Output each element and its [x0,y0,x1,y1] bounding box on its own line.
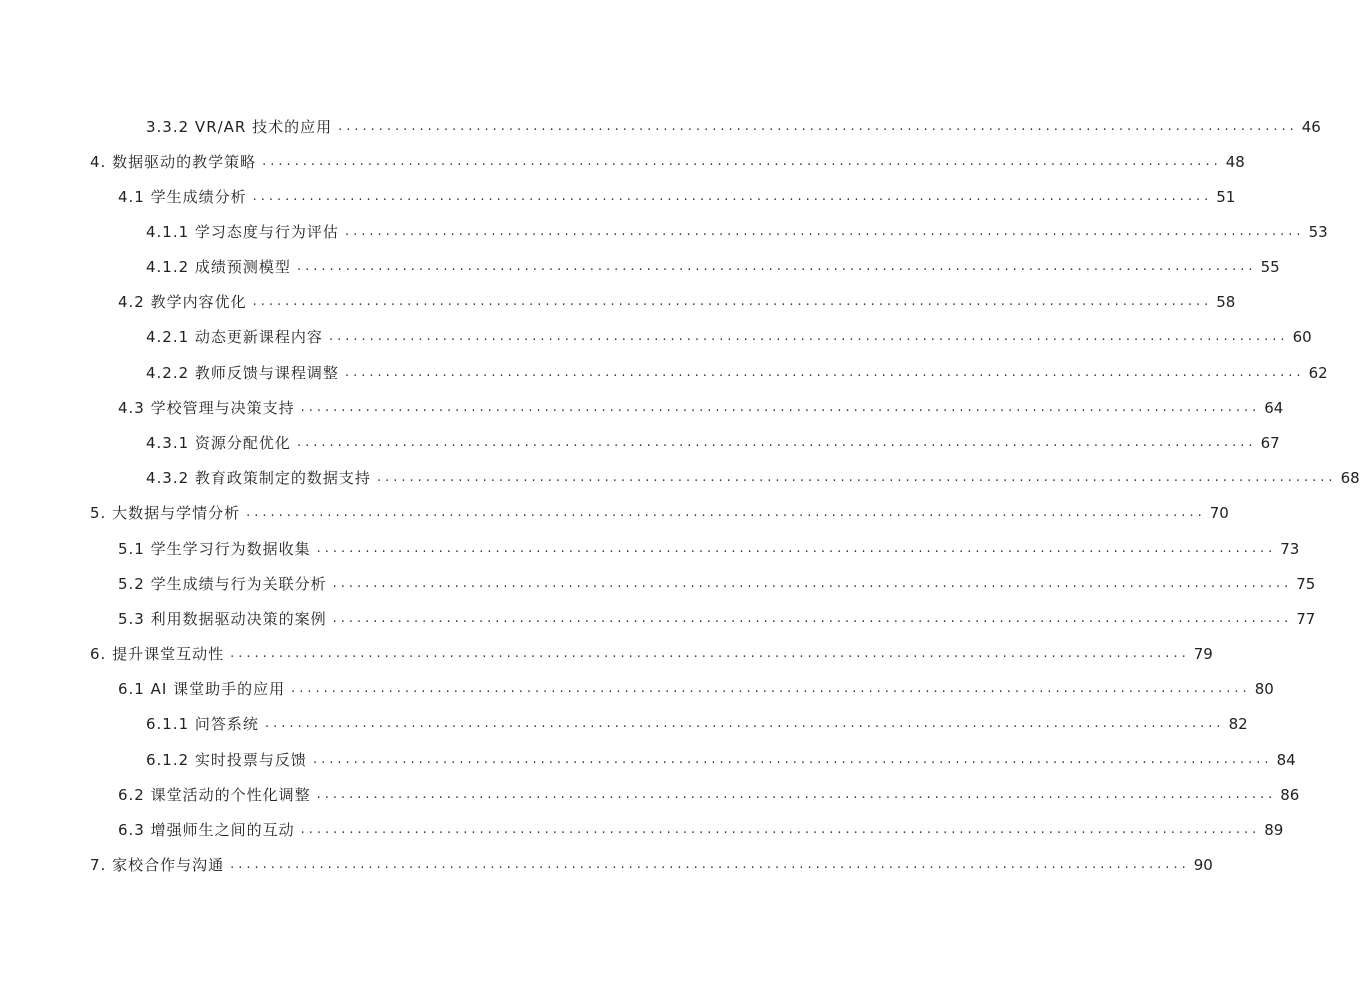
dot-leader: ...................................................................................................................... [338,119,1298,134]
toc-entry[interactable] [146,218,1328,242]
toc-entry-label: 4.1 学生成绩分析 [118,188,247,206]
toc-entry-label: 4.2.1 动态更新课程内容 [146,328,323,346]
toc-page-number: 46 [1301,118,1321,136]
toc-page-number: 79 [1193,645,1213,663]
dot-leader: ...................................................................................................................... [316,787,1277,802]
toc-entry-label: 5.1 学生学习行为数据收集 [118,540,311,558]
dot-leader: ...................................................................................................................... [246,505,1206,520]
toc-entry[interactable] [90,148,1245,172]
toc-page-number: 62 [1308,364,1328,382]
toc-page-number: 82 [1228,715,1248,733]
dot-leader: ...................................................................................................................... [344,224,1305,239]
dot-leader: ...................................................................................................................... [230,646,1190,661]
toc-page-number: 64 [1264,399,1284,417]
dot-leader: ...................................................................................................................... [316,541,1277,556]
dot-leader: ...................................................................................................................... [264,716,1225,731]
toc-entry[interactable] [90,499,1229,523]
toc-entry-label: 6.1 AI 课堂助手的应用 [118,680,286,698]
toc-page-number: 67 [1260,434,1280,452]
toc-entry-label: 5. 大数据与学情分析 [90,504,241,522]
dot-leader: ...................................................................................................................... [252,294,1213,309]
toc-entry[interactable] [118,570,1316,594]
toc-entry-label: 5.2 学生成绩与行为关联分析 [118,575,327,593]
toc-page-number: 48 [1225,153,1245,171]
toc-page-number: 90 [1193,856,1213,874]
toc-entry[interactable] [146,359,1328,383]
toc-entry[interactable] [90,640,1213,664]
toc-entry-label: 5.3 利用数据驱动决策的案例 [118,610,327,628]
toc-entry-label: 6.1.1 问答系统 [146,715,259,733]
toc-entry[interactable] [146,253,1280,277]
dot-leader: ...................................................................................................................... [300,822,1261,837]
toc-page-number: 58 [1216,293,1236,311]
toc-entry[interactable] [118,605,1316,629]
dot-leader: ...................................................................................................................... [296,435,1257,450]
toc-page-number: 53 [1308,223,1328,241]
dot-leader: ...................................................................................................................... [252,189,1213,204]
toc-entry[interactable] [118,394,1284,418]
dot-leader: ...................................................................................................................... [291,681,1251,696]
toc-entry[interactable] [118,183,1236,207]
toc-page-number: 80 [1254,680,1274,698]
toc-page-number: 73 [1280,540,1300,558]
toc-entry[interactable] [146,464,1360,488]
toc-entry-label: 4.1.2 成绩预测模型 [146,258,291,276]
toc-entry-label: 4.3 学校管理与决策支持 [118,399,295,417]
toc-entry-label: 6.2 课堂活动的个性化调整 [118,786,311,804]
toc-page-number: 89 [1264,821,1284,839]
toc-entry[interactable] [146,746,1296,770]
dot-leader: ...................................................................................................................... [312,752,1273,767]
dot-leader: ...................................................................................................................... [328,329,1289,344]
toc-page-number: 86 [1280,786,1300,804]
toc-entry-label: 4.2 教学内容优化 [118,293,247,311]
toc-entry-label: 4. 数据驱动的教学策略 [90,153,257,171]
toc-entry[interactable] [118,781,1300,805]
toc-page-number: 60 [1292,328,1312,346]
toc-entry[interactable] [146,323,1312,347]
toc-page-number: 51 [1216,188,1236,206]
toc-entry-label: 7. 家校合作与沟通 [90,856,225,874]
toc-page-number: 84 [1276,751,1296,769]
dot-leader: ...................................................................................................................... [376,470,1337,485]
toc-entry[interactable] [146,710,1248,734]
toc-entry[interactable] [90,851,1213,875]
toc-entry-label: 6.3 增强师生之间的互动 [118,821,295,839]
dot-leader: ...................................................................................................................... [262,154,1222,169]
toc-entry[interactable] [118,675,1274,699]
toc-entry[interactable] [146,429,1280,453]
toc-entry[interactable] [118,288,1236,312]
dot-leader: ...................................................................................................................... [332,611,1293,626]
toc-entry-label: 6. 提升课堂互动性 [90,645,225,663]
toc-entry[interactable] [118,816,1284,840]
dot-leader: ...................................................................................................................... [300,400,1261,415]
toc-entry[interactable] [146,113,1321,137]
toc-page-number: 55 [1260,258,1280,276]
dot-leader: ...................................................................................................................... [296,259,1257,274]
dot-leader: ...................................................................................................................... [332,576,1293,591]
toc-entry-label: 4.2.2 教师反馈与课程调整 [146,364,339,382]
dot-leader: ...................................................................................................................... [344,365,1305,380]
toc-entry-label: 6.1.2 实时投票与反馈 [146,751,307,769]
toc-entry-label: 4.3.2 教育政策制定的数据支持 [146,469,371,487]
toc-page-number: 68 [1340,469,1360,487]
toc-page-number: 75 [1296,575,1316,593]
toc-entry-label: 4.1.1 学习态度与行为评估 [146,223,339,241]
dot-leader: ...................................................................................................................... [230,857,1190,872]
toc-entry[interactable] [118,535,1300,559]
toc-entry-label: 4.3.1 资源分配优化 [146,434,291,452]
toc-page-number: 77 [1296,610,1316,628]
toc-page-number: 70 [1209,504,1229,522]
toc-entry-label: 3.3.2 VR/AR 技术的应用 [146,118,333,136]
